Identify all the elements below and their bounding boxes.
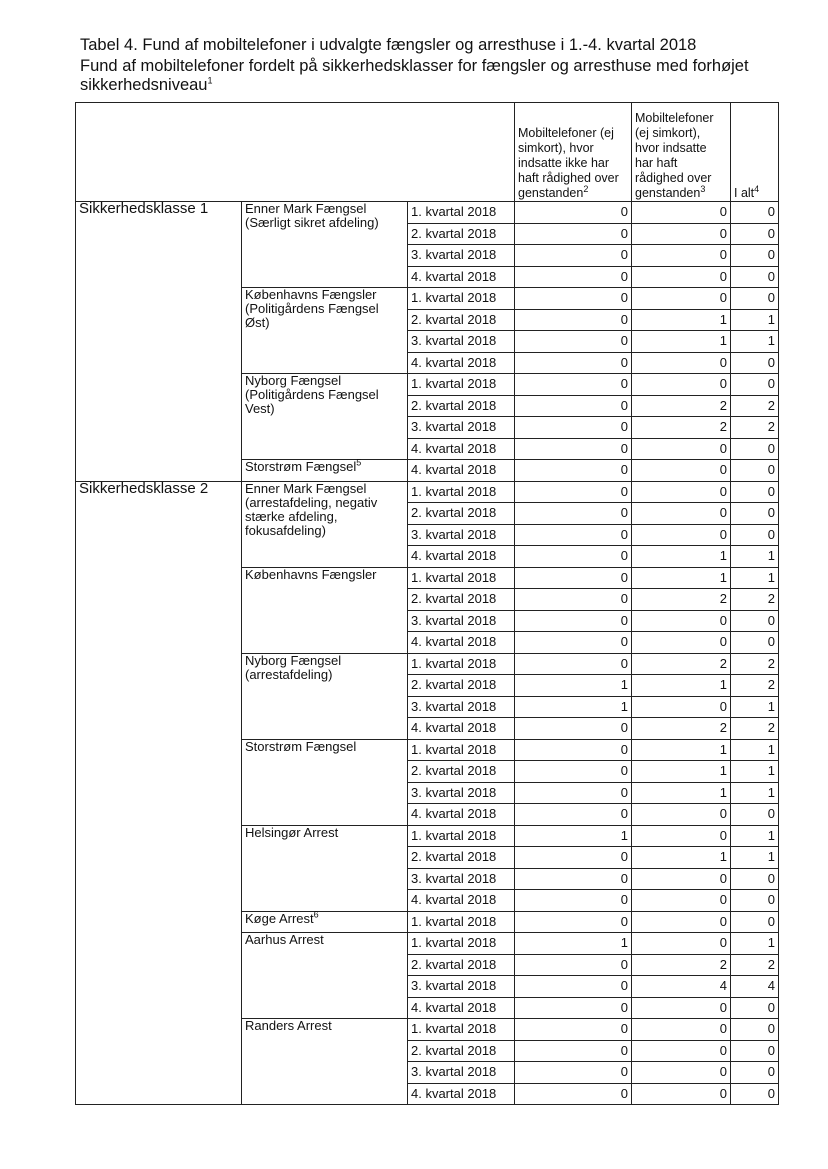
not-possessed-count-cell: 0 (515, 804, 632, 826)
quarter-cell: 2. kvartal 2018 (408, 503, 515, 525)
col-header-not-possessed (515, 103, 632, 202)
possessed-count-cell: 0 (632, 868, 731, 890)
total-count-cell: 0 (731, 288, 779, 310)
total-count-cell: 0 (731, 202, 779, 224)
possessed-count-cell: 0 (632, 288, 731, 310)
not-possessed-count-cell: 0 (515, 374, 632, 396)
quarter-cell: 3. kvartal 2018 (408, 782, 515, 804)
quarter-cell: 1. kvartal 2018 (408, 374, 515, 396)
total-count-cell: 1 (731, 567, 779, 589)
not-possessed-count-cell: 0 (515, 546, 632, 568)
total-count-cell: 2 (731, 954, 779, 976)
total-count-cell: 2 (731, 653, 779, 675)
total-count-cell: 4 (731, 976, 779, 998)
possessed-count-cell: 0 (632, 438, 731, 460)
institution-cell (242, 1019, 408, 1105)
total-count-cell: 0 (731, 266, 779, 288)
quarter-cell: 3. kvartal 2018 (408, 1062, 515, 1084)
institution-cell (242, 653, 408, 739)
not-possessed-count-cell: 0 (515, 1083, 632, 1105)
quarter-cell: 2. kvartal 2018 (408, 1040, 515, 1062)
table-row (76, 202, 779, 224)
not-possessed-count-cell: 0 (515, 1062, 632, 1084)
total-count-cell: 0 (731, 868, 779, 890)
possessed-count-cell: 0 (632, 481, 731, 503)
col-header-possessed (632, 103, 731, 202)
not-possessed-count-cell: 1 (515, 933, 632, 955)
quarter-cell: 4. kvartal 2018 (408, 718, 515, 740)
possessed-count-cell: 1 (632, 546, 731, 568)
quarter-cell: 3. kvartal 2018 (408, 976, 515, 998)
table-row (76, 481, 779, 503)
quarter-cell: 3. kvartal 2018 (408, 245, 515, 267)
data-table (75, 102, 779, 1105)
not-possessed-count-cell: 0 (515, 1019, 632, 1041)
possessed-count-cell: 0 (632, 804, 731, 826)
institution-name: Køge Arrest (245, 910, 314, 926)
not-possessed-count-cell: 0 (515, 589, 632, 611)
quarter-cell: 4. kvartal 2018 (408, 266, 515, 288)
quarter-cell: 1. kvartal 2018 (408, 288, 515, 310)
institution-cell (242, 933, 408, 1019)
possessed-count-cell: 1 (632, 309, 731, 331)
footnote-ref: 6 (313, 909, 319, 920)
quarter-cell: 1. kvartal 2018 (408, 653, 515, 675)
institution-name: Randers Arrest (245, 1018, 332, 1033)
total-count-cell: 0 (731, 524, 779, 546)
quarter-cell: 1. kvartal 2018 (408, 202, 515, 224)
possessed-count-cell: 0 (632, 1019, 731, 1041)
total-count-cell: 1 (731, 847, 779, 869)
not-possessed-count-cell: 0 (515, 976, 632, 998)
total-count-cell: 2 (731, 417, 779, 439)
header-empty-cell (76, 103, 515, 202)
quarter-cell: 4. kvartal 2018 (408, 997, 515, 1019)
not-possessed-count-cell: 0 (515, 890, 632, 912)
quarter-cell: 4. kvartal 2018 (408, 1083, 515, 1105)
institution-cell (242, 374, 408, 460)
not-possessed-count-cell: 0 (515, 954, 632, 976)
quarter-cell: 4. kvartal 2018 (408, 438, 515, 460)
footnote-ref: 5 (356, 457, 362, 468)
quarter-cell: 1. kvartal 2018 (408, 481, 515, 503)
possessed-count-cell: 0 (632, 374, 731, 396)
footnote-ref: 2 (583, 183, 589, 194)
table-title: Tabel 4. Fund af mobiltelefoner i udvalgte fængsler og arresthuse i 1.-4. kvartal 2018 (80, 36, 697, 54)
possessed-count-cell: 0 (632, 933, 731, 955)
possessed-count-cell: 1 (632, 567, 731, 589)
total-count-cell: 1 (731, 761, 779, 783)
not-possessed-count-cell: 0 (515, 761, 632, 783)
security-class-cell: Sikkerhedsklasse 1 (76, 202, 242, 482)
possessed-count-cell: 2 (632, 718, 731, 740)
quarter-cell: 4. kvartal 2018 (408, 352, 515, 374)
quarter-cell: 3. kvartal 2018 (408, 868, 515, 890)
possessed-count-cell: 0 (632, 460, 731, 482)
not-possessed-count-cell: 0 (515, 481, 632, 503)
possessed-count-cell: 1 (632, 761, 731, 783)
not-possessed-count-cell: 0 (515, 309, 632, 331)
quarter-cell: 1. kvartal 2018 (408, 567, 515, 589)
possessed-count-cell: 2 (632, 589, 731, 611)
not-possessed-count-cell: 0 (515, 847, 632, 869)
table-subtitle-text: Fund af mobiltelefoner fordelt på sikkerhedsklasser for fængsler og arresthuse med forhøjet sikkerhedsniveau (80, 57, 749, 94)
not-possessed-count-cell: 0 (515, 610, 632, 632)
quarter-cell: 2. kvartal 2018 (408, 589, 515, 611)
table-subtitle (80, 57, 800, 95)
not-possessed-count-cell: 0 (515, 653, 632, 675)
quarter-cell: 1. kvartal 2018 (408, 933, 515, 955)
institution-name: Aarhus Arrest (245, 932, 324, 947)
total-count-cell: 0 (731, 481, 779, 503)
institution-cell (242, 825, 408, 911)
footnote-ref: 3 (700, 183, 706, 194)
possessed-count-cell: 1 (632, 739, 731, 761)
quarter-cell: 3. kvartal 2018 (408, 610, 515, 632)
not-possessed-count-cell: 0 (515, 782, 632, 804)
total-count-cell: 0 (731, 1019, 779, 1041)
quarter-cell: 3. kvartal 2018 (408, 417, 515, 439)
quarter-cell: 4. kvartal 2018 (408, 632, 515, 654)
not-possessed-count-cell: 0 (515, 1040, 632, 1062)
not-possessed-count-cell: 0 (515, 868, 632, 890)
col-header-possessed-text: Mobiltelefoner (ej simkort), hvor indsatte har haft rådighed over genstanden (635, 111, 714, 200)
possessed-count-cell: 0 (632, 632, 731, 654)
not-possessed-count-cell: 0 (515, 395, 632, 417)
quarter-cell: 4. kvartal 2018 (408, 546, 515, 568)
total-count-cell: 0 (731, 503, 779, 525)
not-possessed-count-cell: 0 (515, 331, 632, 353)
possessed-count-cell: 0 (632, 997, 731, 1019)
possessed-count-cell: 0 (632, 503, 731, 525)
not-possessed-count-cell: 0 (515, 417, 632, 439)
institution-cell (242, 457, 408, 482)
not-possessed-count-cell: 0 (515, 997, 632, 1019)
quarter-cell: 3. kvartal 2018 (408, 331, 515, 353)
not-possessed-count-cell: 1 (515, 825, 632, 847)
possessed-count-cell: 1 (632, 331, 731, 353)
possessed-count-cell: 0 (632, 202, 731, 224)
total-count-cell: 0 (731, 1083, 779, 1105)
possessed-count-cell: 2 (632, 395, 731, 417)
institution-name: Storstrøm Fængsel (245, 738, 357, 754)
total-count-cell: 2 (731, 395, 779, 417)
total-count-cell: 0 (731, 632, 779, 654)
quarter-cell: 2. kvartal 2018 (408, 675, 515, 697)
total-count-cell: 0 (731, 997, 779, 1019)
quarter-cell: 1. kvartal 2018 (408, 1019, 515, 1041)
possessed-count-cell: 4 (632, 976, 731, 998)
not-possessed-count-cell: 0 (515, 503, 632, 525)
quarter-cell: 4. kvartal 2018 (408, 460, 515, 482)
quarter-cell: 2. kvartal 2018 (408, 761, 515, 783)
not-possessed-count-cell: 0 (515, 911, 632, 933)
not-possessed-count-cell: 0 (515, 438, 632, 460)
quarter-cell: 3. kvartal 2018 (408, 696, 515, 718)
col-header-total-text: I alt (734, 186, 755, 200)
total-count-cell: 0 (731, 1040, 779, 1062)
total-count-cell: 0 (731, 245, 779, 267)
total-count-cell: 1 (731, 696, 779, 718)
possessed-count-cell: 2 (632, 954, 731, 976)
table-heading (80, 35, 800, 95)
not-possessed-count-cell: 0 (515, 718, 632, 740)
quarter-cell: 4. kvartal 2018 (408, 804, 515, 826)
possessed-count-cell: 0 (632, 825, 731, 847)
institution-cell (242, 739, 408, 825)
not-possessed-count-cell: 0 (515, 524, 632, 546)
footnote-ref: 1 (207, 75, 213, 86)
quarter-cell: 2. kvartal 2018 (408, 847, 515, 869)
total-count-cell: 1 (731, 933, 779, 955)
total-count-cell: 0 (731, 460, 779, 482)
possessed-count-cell: 0 (632, 911, 731, 933)
total-count-cell: 1 (731, 331, 779, 353)
possessed-count-cell: 0 (632, 245, 731, 267)
not-possessed-count-cell: 0 (515, 202, 632, 224)
total-count-cell: 1 (731, 309, 779, 331)
not-possessed-count-cell: 1 (515, 696, 632, 718)
total-count-cell: 2 (731, 675, 779, 697)
total-count-cell: 1 (731, 546, 779, 568)
possessed-count-cell: 0 (632, 352, 731, 374)
possessed-count-cell: 0 (632, 890, 731, 912)
col-header-not-possessed-text: Mobiltelefoner (ej simkort), hvor indsatte ikke har haft rådighed over genstanden (518, 126, 619, 200)
possessed-count-cell: 0 (632, 524, 731, 546)
quarter-cell: 1. kvartal 2018 (408, 739, 515, 761)
total-count-cell: 0 (731, 911, 779, 933)
institution-name: Helsingør Arrest (245, 824, 339, 840)
institution-cell (242, 202, 408, 288)
header-row (76, 103, 779, 202)
security-class-cell: Sikkerhedsklasse 2 (76, 481, 242, 1105)
total-count-cell: 0 (731, 438, 779, 460)
not-possessed-count-cell: 0 (515, 266, 632, 288)
quarter-cell: 2. kvartal 2018 (408, 954, 515, 976)
possessed-count-cell: 2 (632, 417, 731, 439)
possessed-count-cell: 0 (632, 610, 731, 632)
quarter-cell: 2. kvartal 2018 (408, 309, 515, 331)
total-count-cell: 1 (731, 782, 779, 804)
total-count-cell: 1 (731, 825, 779, 847)
possessed-count-cell: 0 (632, 1062, 731, 1084)
total-count-cell: 0 (731, 374, 779, 396)
quarter-cell: 3. kvartal 2018 (408, 524, 515, 546)
possessed-count-cell: 1 (632, 782, 731, 804)
not-possessed-count-cell: 1 (515, 675, 632, 697)
quarter-cell: 2. kvartal 2018 (408, 223, 515, 245)
not-possessed-count-cell: 0 (515, 739, 632, 761)
total-count-cell: 0 (731, 1062, 779, 1084)
quarter-cell: 2. kvartal 2018 (408, 395, 515, 417)
total-count-cell: 1 (731, 739, 779, 761)
total-count-cell: 2 (731, 718, 779, 740)
institution-name: Enner Mark Fængsel (Særligt sikret afdeling) (245, 201, 379, 230)
total-count-cell: 0 (731, 804, 779, 826)
total-count-cell: 0 (731, 890, 779, 912)
possessed-count-cell: 0 (632, 1083, 731, 1105)
possessed-count-cell: 1 (632, 675, 731, 697)
institution-cell (242, 481, 408, 567)
institution-cell (242, 911, 408, 933)
not-possessed-count-cell: 0 (515, 288, 632, 310)
not-possessed-count-cell: 0 (515, 245, 632, 267)
col-header-total (731, 103, 779, 202)
quarter-cell: 4. kvartal 2018 (408, 890, 515, 912)
footnote-ref: 4 (754, 183, 760, 194)
institution-name: Nyborg Fængsel (Politigårdens Fængsel Vest) (245, 373, 379, 416)
institution-name: Københavns Fængsler (Politigårdens Fængsel Øst) (245, 287, 379, 330)
total-count-cell: 0 (731, 352, 779, 374)
institution-cell (242, 288, 408, 374)
total-count-cell: 0 (731, 610, 779, 632)
not-possessed-count-cell: 0 (515, 567, 632, 589)
not-possessed-count-cell: 0 (515, 352, 632, 374)
possessed-count-cell: 1 (632, 847, 731, 869)
total-count-cell: 2 (731, 589, 779, 611)
institution-cell (242, 567, 408, 653)
total-count-cell: 0 (731, 223, 779, 245)
possessed-count-cell: 0 (632, 266, 731, 288)
quarter-cell: 1. kvartal 2018 (408, 825, 515, 847)
possessed-count-cell: 0 (632, 696, 731, 718)
institution-name: Storstrøm Fængsel (245, 459, 357, 474)
possessed-count-cell: 0 (632, 223, 731, 245)
not-possessed-count-cell: 0 (515, 460, 632, 482)
institution-name: Enner Mark Fængsel (arrestafdeling, negativ stærke afdeling, fokusafdeling) (245, 480, 378, 538)
possessed-count-cell: 0 (632, 1040, 731, 1062)
possessed-count-cell: 2 (632, 653, 731, 675)
not-possessed-count-cell: 0 (515, 223, 632, 245)
institution-name: Nyborg Fængsel (arrestafdeling) (245, 652, 342, 682)
not-possessed-count-cell: 0 (515, 632, 632, 654)
institution-name: Københavns Fængsler (245, 566, 377, 582)
quarter-cell: 1. kvartal 2018 (408, 911, 515, 933)
